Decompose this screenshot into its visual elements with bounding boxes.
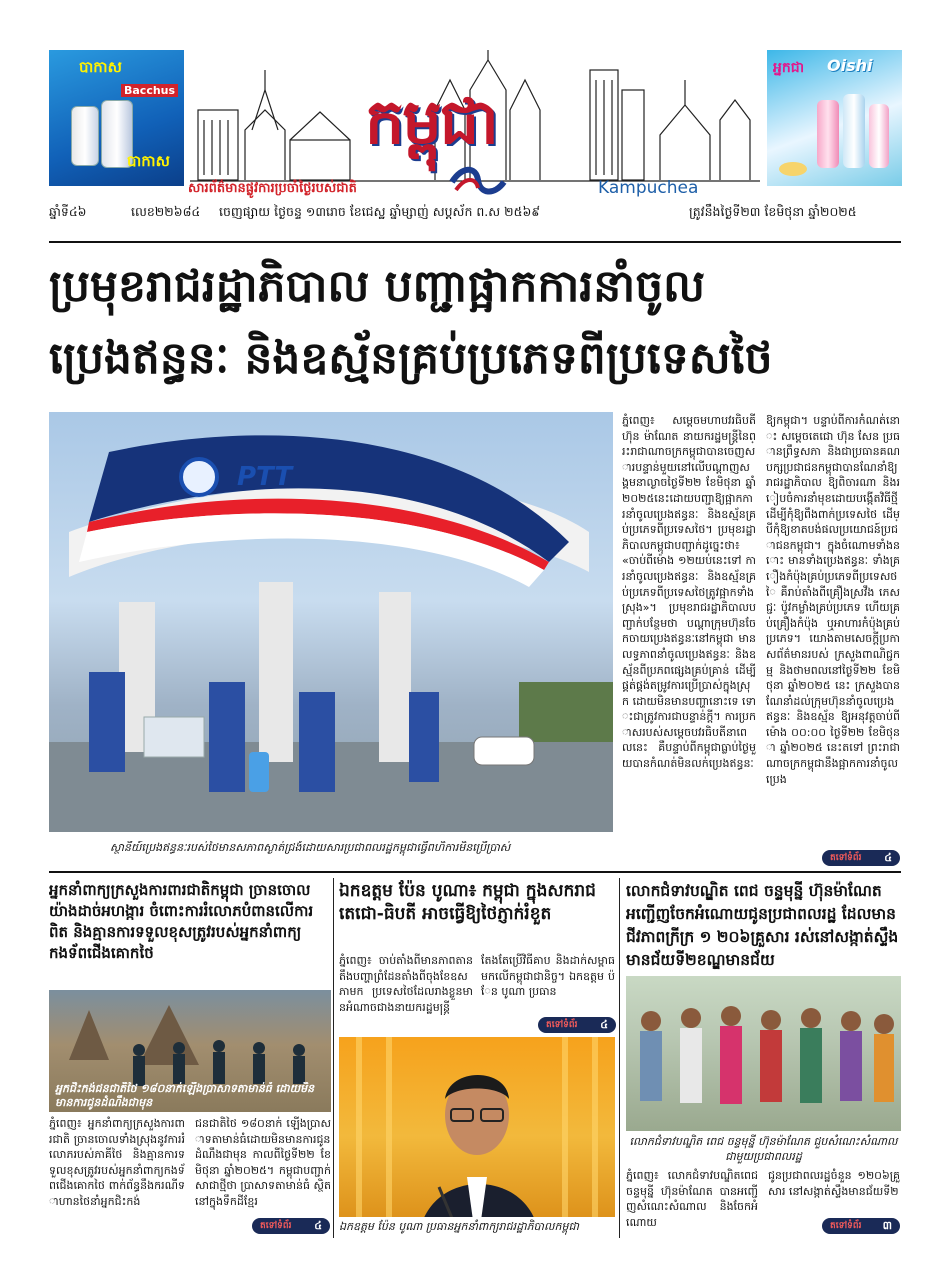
ad-left[interactable] [49,50,184,186]
story-tourists-column-1: ភ្នំពេញ៖ អ្នកនាំពាក្យក្រសួងការពារជាតិ ច្រានចោលទាំងស្រុងនូវការរំលោភរបស់ភាគីថៃ និងគ្មានការទទួលខុសត្រូវរបស់អ្នកនាំពាក្យកងទ័ពជើងគោកថៃ ពាក់ព័ន្ធនឹងករណីទាហានថៃនាំអ្នកជិះកង់ [49,1117,185,1208]
minister-portrait-illustration [339,1037,615,1235]
section-divider [49,871,901,873]
bottle-icon [843,94,865,168]
main-photo-gas-station[interactable] [49,412,613,832]
story-minister-column-2: តែងតែប្រើវិធីគាប និងដាក់សម្ពាធមកលើកម្ពុជាជានិច្ច។ ឯកឧត្តម ប៉ែន បូណា ប្រធាន [481,954,615,999]
story-minister-headline[interactable]: ឯកឧត្តម ប៉ែន បូណា៖ កម្ពុជា ក្នុងសករាជ តេជោ-ធិបតី អាចធ្វើឱ្យថៃភ្ញាក់រំខួត [339,881,596,924]
issue-date-gregorian: ត្រូវនឹងថ្ងៃទី២៣ ខែមិថុនា ឆ្នាំ២០២៥ [689,204,857,219]
flag-swirl-icon [448,162,508,202]
crowd-illustration [626,976,901,1131]
ad-right-title: អ្នកជា [773,60,805,76]
continue-label: តទៅទំព័រ [546,1020,578,1030]
issue-number: លេខ២២៦៨៤ [131,204,201,219]
column-divider [619,878,620,1238]
masthead-brand: Kampuchea [598,178,699,198]
story-tourists-column-2: ជនជាតិថៃ ១៨០នាក់ ឡើងប្រាសាទតាមាន់ធំដោយមិនមានការជូនដំណឹងជាមុន កាលពីថ្ងៃទី២២ ខែមិថុនា ឆ្នាំ២០២៥។ កម្ពុជាបញ្ជាក់សាជាថ្មីថា ប្រាសាទតាមាន់ធំ ស្ថិតនៅក្នុងទឹកដីខ្មែរ [195,1117,331,1208]
main-headline-line1[interactable]: ប្រមុខរាជរដ្ឋាភិបាល បញ្ជាផ្អាកការនាំចូល [49,261,705,312]
ad-right-brand: Oishi [827,56,873,75]
story-aid-caption: លោកជំទាវបណ្ឌិត ពេជ ចន្ទមុន្នី ហ៊ុនម៉ាណែត ជួបសំណេះសំណាលជាមួយប្រជាពលរដ្ឋ [629,1135,898,1163]
masthead [190,50,760,190]
fruit-icon [779,162,807,176]
continue-page: ៣ [882,1219,892,1232]
ad-left-slogan: បាកាស [127,152,170,170]
story-minister-caption: ឯកឧត្តម ប៉ែន បូណា ប្រធានអ្នកនាំពាក្យរាជរដ្ឋាភិបាលកម្ពុជា [339,1217,615,1235]
main-photo-caption: ស្ថានីយ៍ប្រេងឥន្ធនៈរបស់ថៃមានសភាពស្ងាត់ជ្រងំដោយសារប្រជាពលរដ្ឋកម្ពុជាធ្វើពហិការមិនប្រើប្រាស់ [110,841,511,854]
header-divider [49,241,901,243]
ad-left-brand: Bacchus [121,84,178,97]
issue-info-bar [49,201,901,223]
story-minister-column-1: ភ្នំពេញ៖ ចាប់តាំងពីមានភាពតានតឹងបញ្ហាព្រំដែនតាំងពីចុងខែឧសភាមក ប្រទេសថៃដែលរាងខ្លួនមានអំណាចជាងនាយករដ្ឋមន្ត្រី [339,954,473,1014]
station-sign-text: PTT [237,462,293,492]
issue-year: ឆ្នាំទី៤៦ [49,204,87,219]
main-headline-line2[interactable]: ប្រេងឥន្ធនៈ និងឧស្ម័នគ្រប់ប្រភេទពីប្រទេសថៃ [49,333,773,384]
continue-label: តទៅទំព័រ [260,1221,292,1231]
story-tourists-caption: អ្នកជិះកង់ជនជាតិថៃ ១៨០នាក់ឡើងប្រាសាទតាមាន់ធំ ដោយមិនមានការជូនដំណឹងជាមុន [55,1082,315,1109]
continue-label: តទៅទំព័រ [830,853,862,863]
story-tourists-continue-badge[interactable] [252,1218,330,1234]
issue-date-khmer: ចេញផ្សាយ ថ្ងៃចន្ទ ១៣រោច ខែជេស្ឋ ឆ្នាំម្សាញ់ សប្តស័ក ព.ស ២៥៦៩ [219,204,541,219]
continue-label: តទៅទំព័រ [830,1221,862,1231]
continue-page: ៤ [314,1219,322,1232]
masthead-logo[interactable]: កម្ពុជា [365,85,497,158]
story-aid-photo[interactable] [626,976,901,1131]
story-aid-continue-badge[interactable] [822,1218,900,1234]
story-tourists-photo[interactable] [49,990,331,1112]
story-aid-column-1: ភ្នំពេញ៖ លោកជំទាវបណ្ឌិតពេជ ចន្ទមុន្នី ហ៊ុនម៉ាណែត បានអញ្ជើញសំណេះសំណាល និងចែកអំណោយ [626,1169,758,1229]
bottle-icon [869,104,889,168]
masthead-tagline: សារព័ត៌មានផ្លូវការប្រចាំថ្ងៃរបស់ជាតិ [188,181,357,196]
story-minister-continue-badge[interactable] [538,1017,616,1033]
continue-page: ៤ [600,1018,608,1031]
main-story-continue-badge[interactable] [822,850,900,866]
bottle-icon [817,100,839,168]
story-aid-column-2: ជូនប្រជាពលរដ្ឋចំនួន ១២០៦គ្រួសារ នៅសង្កាត់ស្ទឹងមានជ័យទី២ [768,1169,900,1198]
main-story-column-2: ឱ្យកម្ពុជា។ បន្ទាប់ពីការកំណត់នោះ សម្តេចតេជោ ហ៊ុន សែន ប្រធានព្រឹទ្ធសភា និងជាប្រធានគណបក្សប្រជាជនកម្ពុជាបានណែនាំឱ្យរាជរដ្ឋាភិបាល ឱ្យពិចារណា និងរៀបចំការនាំមុខដោយបង្កើតវិធីថ្មី ដើម្បីកុំឱ្យពឹងពាក់ប្រទេសថៃ ដើម្បីកុំឱ្យខាតបង់ផលប្រយោជន៍ប្រជាជនកម្ពុជា។ ក្នុងចំណោមទាំងនោះ មានទាំងប្រេងឥន្ធនៈ ទាំងគ្រឿងកំប៉ុងគ្រប់ប្រភេទពីប្រទេសថៃ គឺរាប់តាំងពីគ្រឿងស្រវឹង ភេសជ្ជៈ ប៉ូវកម្លាំងគ្រប់ប្រភេទ ហើយគ្រប់គ្រឿងកំប៉ុង ឬអាហារកំប៉ុងគ្រប់ប្រភេទ។ យោងតាមសេចក្តីប្រកាសព័ត៌មានរបស់ ក្រសួងពាណិជ្ជកម្ម និងថាមពលនៅថ្ងៃទី២២ ខែមិថុនា ឆ្នាំ២០២៥ នេះ ក្រសួងបានណែនាំដល់ក្រុមហ៊ុននាំចូលប្រេងឥន្ធនៈ និងឧស្ម័ន ឱ្យអនុវត្តចាប់ពីម៉ោង ០០:០០ ថ្ងៃទី២២ ខែមិថុនា ឆ្នាំ២០២៥ នេះតទៅ ព្រះរាជាណាចក្រកម្ពុជានឹងផ្អាកការនាំចូលប្រេង [766,414,900,786]
ad-left-title: បាកាស [79,58,122,76]
gas-station-illustration [49,412,613,832]
story-aid-headline[interactable]: លោកជំទាវបណ្ឌិត ពេជ ចន្ទមុន្នី ហ៊ុនម៉ាណែត អញ្ជើញចែកអំណោយជូនប្រជាពលរដ្ឋ ដែលមានជីវភាពក្រីក្រ ១ ២០៦គ្រួសារ រស់នៅសង្កាត់ស្ទឹងមានជ័យទី២ខណ្ឌមានជ័យ [626,882,899,969]
column-divider [333,878,334,1238]
ad-right[interactable] [767,50,902,186]
story-minister-photo[interactable] [339,1037,615,1235]
main-story-column-1: ភ្នំពេញ៖ សម្តេចមហាបវរធិបតី ហ៊ុន ម៉ាណែត នាយករដ្ឋមន្ត្រីនៃព្រះរាជាណាចក្រកម្ពុជាបានចេញសារបន្ទាន់មួយនៅលើបណ្តាញសង្គមនាល្ងាចថ្ងៃទី២២ ខែមិថុនា ឆ្នាំ២០២៥នេះដោយបញ្ជាឱ្យផ្អាកការនាំចូលប្រេងឥន្ធនៈ និងឧស្ម័នគ្រប់ប្រភេទពីប្រទេសថៃ។ ប្រមុខរដ្ឋាភិបាលកម្ពុជាបញ្ជាក់ដូច្នេះថា៖ «ចាប់ពីម៉ោង ១២យប់នេះទៅ ការនាំចូលប្រេងឥន្ធនៈ និងឧស្ម័នគ្រប់ប្រភេទពីប្រទេសថៃត្រូវផ្អាកទាំងស្រុង»។ ប្រមុខរាជរដ្ឋាភិបាលបញ្ជាក់បន្ថែមថា បណ្តាក្រុមហ៊ុនចែកចាយប្រេងឥន្ធនៈនៅកម្ពុជា មានលទ្ធភាពនាំចូលប្រេងឥន្ធនៈ និងឧស្ម័នពីប្រភពផ្សេងគ្រប់គ្រាន់ ដើម្បីផ្គត់ផ្គង់តម្រូវការប្រើប្រាស់ក្នុងស្រុក ដោយមិនមានបញ្ហានោះទេ ទោះជាត្រូវការជាបន្ទាន់ក្តី។ ការប្រកាសរបស់សម្តេចបវរធិបតីនាពេលនេះ គឺបន្ទាប់ពីកម្ពុជាធ្លាប់ថ្ងៃមួយបានកំណត់មិនលក់ប្រេងឥន្ធនៈ [622,414,756,771]
can-icon [71,106,99,166]
continue-page: ៤ [884,851,892,864]
story-tourists-headline[interactable]: អ្នកនាំពាក្យក្រសួងការពារជាតិកម្ពុជា ច្រានចោលយ៉ាងដាច់អហង្ការ ចំពោះការរំលោភបំពានលើការពិត និងគ្មានការទទួលខុសត្រូវរបស់អ្នកនាំពាក្យកងទ័ពជើងគោកថៃ [49,881,314,962]
